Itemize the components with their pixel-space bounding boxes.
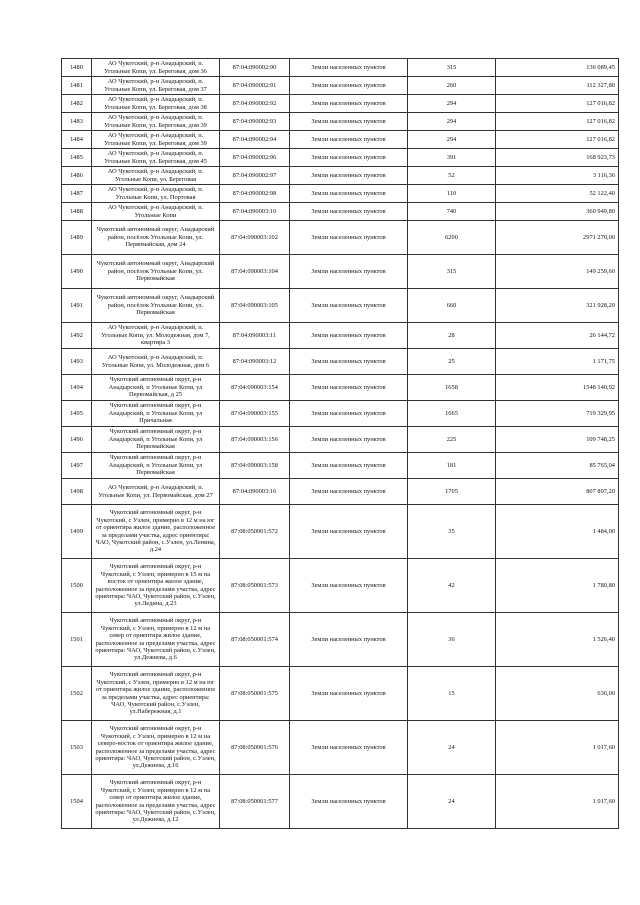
cell-row-number: 1504 (62, 775, 92, 829)
cell-address: АО Чукотский, р-н Анадырский, п. Угольные Копи, ул. Первомайская, дом 27 (92, 479, 220, 505)
cell-cadastral-value: 1 171,75 (496, 349, 619, 375)
cell-cadastral-number: 87:04:090002:90 (220, 59, 290, 77)
cell-area: 181 (408, 453, 496, 479)
cell-area: 294 (408, 95, 496, 113)
cell-cadastral-number: 87:04:090003:102 (220, 221, 290, 255)
cell-cadastral-number: 87:04:090003:105 (220, 289, 290, 323)
cell-cadastral-number: 87:04:090002:98 (220, 185, 290, 203)
table-row (62, 185, 619, 203)
cell-address: Чукотский автономный округ, р-н Анадырский, п Угольные Копи, ул Первомайская (92, 427, 220, 453)
cell-cadastral-value: 1 017,60 (496, 775, 619, 829)
cell-cadastral-value: 109 748,25 (496, 427, 619, 453)
cell-row-number: 1501 (62, 613, 92, 667)
table-row (62, 255, 619, 289)
cell-area: 260 (408, 77, 496, 95)
cell-row-number: 1481 (62, 77, 92, 95)
table-row (62, 721, 619, 775)
cell-area: 294 (408, 113, 496, 131)
cell-cadastral-number: 87:04:090003:156 (220, 427, 290, 453)
cell-address: Чукотский автономный округ, р-н Анадырский, п Угольные Копи, ул Первомайская, д 25 (92, 375, 220, 401)
cell-cadastral-number: 87:08:050001:576 (220, 721, 290, 775)
cell-row-number: 1483 (62, 113, 92, 131)
cell-land-category: Земли населенных пунктов (290, 113, 408, 131)
cell-cadastral-number: 87:04:090003:16 (220, 479, 290, 505)
cell-cadastral-value: 1 780,80 (496, 559, 619, 613)
cell-land-category: Земли населенных пунктов (290, 375, 408, 401)
table-body (62, 59, 619, 829)
cell-land-category: Земли населенных пунктов (290, 95, 408, 113)
cell-area: 315 (408, 59, 496, 77)
cell-row-number: 1485 (62, 149, 92, 167)
cell-area: 1658 (408, 375, 496, 401)
cell-area: 25 (408, 349, 496, 375)
table-row (62, 131, 619, 149)
cell-cadastral-number: 87:08:050001:573 (220, 559, 290, 613)
cell-cadastral-value: 807 897,20 (496, 479, 619, 505)
cell-cadastral-number: 87:04:090003:155 (220, 401, 290, 427)
cell-land-category: Земли населенных пунктов (290, 149, 408, 167)
cell-cadastral-value: 3 116,36 (496, 167, 619, 185)
cell-cadastral-value: 719 329,95 (496, 401, 619, 427)
cell-cadastral-number: 87:08:050001:577 (220, 775, 290, 829)
table-row (62, 375, 619, 401)
cell-row-number: 1496 (62, 427, 92, 453)
cell-address: Чукотский автономный округ, р-н Чукотский, с Уэлен, примерно в 12 м на северо-восток от ориентира жилое здание, расположенное за пределами участка, адрес ориентира: ЧАО, Чукотский район, с.Уэлен, ул.Дежнева, д.16 (92, 721, 220, 775)
cell-address: АО Чукотский, р-н Анадырский, п. Угольные Копи, ул. Береговая, дом 37 (92, 77, 220, 95)
cell-cadastral-number: 87:04:090002:96 (220, 149, 290, 167)
cell-land-category: Земли населенных пунктов (290, 775, 408, 829)
cell-area: 225 (408, 427, 496, 453)
cell-address: Чукотский автономный округ, р-н Чукотский, с Уэлен, примерно в 15 м на восток от ориентира жилое здание, расположенное за пределами участка, адрес ориентира: ЧАО, Чукотский район, с.Уэлен, ул.Ледина, д.23 (92, 559, 220, 613)
cell-area: 24 (408, 721, 496, 775)
cell-area: 52 (408, 167, 496, 185)
cell-area: 35 (408, 505, 496, 559)
cell-row-number: 1494 (62, 375, 92, 401)
cell-row-number: 1499 (62, 505, 92, 559)
cell-row-number: 1491 (62, 289, 92, 323)
cell-row-number: 1486 (62, 167, 92, 185)
cell-row-number: 1480 (62, 59, 92, 77)
cell-area: 660 (408, 289, 496, 323)
cell-area: 110 (408, 185, 496, 203)
cell-cadastral-value: 85 765,04 (496, 453, 619, 479)
cell-cadastral-number: 87:04:090003:11 (220, 323, 290, 349)
cell-cadastral-value: 1 526,40 (496, 613, 619, 667)
cell-cadastral-number: 87:04:090003:154 (220, 375, 290, 401)
cell-cadastral-number: 87:08:050001:575 (220, 667, 290, 721)
table-row (62, 113, 619, 131)
cell-address: АО Чукотский, р-н Анадырский, п. Угольные Копи, ул. Береговая (92, 167, 220, 185)
table-row (62, 77, 619, 95)
table-row (62, 613, 619, 667)
cell-land-category: Земли населенных пунктов (290, 323, 408, 349)
cell-cadastral-number: 87:04:090002:94 (220, 131, 290, 149)
cell-cadastral-value: 1548 140,92 (496, 375, 619, 401)
table-row (62, 95, 619, 113)
cell-row-number: 1488 (62, 203, 92, 221)
cell-cadastral-number: 87:04:090003:158 (220, 453, 290, 479)
cell-row-number: 1487 (62, 185, 92, 203)
cell-land-category: Земли населенных пунктов (290, 613, 408, 667)
cell-address: Чукотский автономный округ, Анадырский район, посёлок Угольные Копи, ул. Первомайская, дом 24 (92, 221, 220, 255)
cell-address: АО Чукотский, р-н Анадырский, п. Угольные Копи, ул. Береговая, дом 45 (92, 149, 220, 167)
cell-cadastral-number: 87:08:050001:574 (220, 613, 290, 667)
table-row (62, 775, 619, 829)
table-row (62, 149, 619, 167)
cell-address: АО Чукотский, р-н Анадырский, п. Угольные Копи, ул. Молодежная, дом 6 (92, 349, 220, 375)
cell-address: Чукотский автономный округ, р-н Чукотский, с Уэлен, примерно в 12 м на юг от ориентира жилое здание, расположенное за пределами участка, адрес ориентира: ЧАО, Чукотский район, с.Уэлен, ул.Набережная, д.1 (92, 667, 220, 721)
cell-land-category: Земли населенных пунктов (290, 77, 408, 95)
table-row (62, 323, 619, 349)
cell-land-category: Земли населенных пунктов (290, 221, 408, 255)
cell-land-category: Земли населенных пунктов (290, 203, 408, 221)
table-row (62, 289, 619, 323)
cell-land-category: Земли населенных пунктов (290, 289, 408, 323)
cell-cadastral-number: 87:04:090003:10 (220, 203, 290, 221)
cell-row-number: 1490 (62, 255, 92, 289)
cell-address: Чукотский автономный округ, Анадырский район, посёлок Угольные Копи, ул. Первомайская (92, 255, 220, 289)
cell-area: 24 (408, 775, 496, 829)
table-row (62, 559, 619, 613)
cell-cadastral-value: 136 089,45 (496, 59, 619, 77)
cell-address: Чукотский автономный округ, р-н Анадырский, п Угольные Копи, ул Причальная (92, 401, 220, 427)
cell-land-category: Земли населенных пунктов (290, 453, 408, 479)
cell-row-number: 1500 (62, 559, 92, 613)
table-row (62, 427, 619, 453)
table-row (62, 59, 619, 77)
cell-cadastral-value: 168 923,73 (496, 149, 619, 167)
table-row (62, 505, 619, 559)
land-plot-table (61, 58, 619, 829)
cell-row-number: 1492 (62, 323, 92, 349)
table-row (62, 401, 619, 427)
cell-land-category: Земли населенных пунктов (290, 349, 408, 375)
cell-address: Чукотский автономный округ, р-н Чукотский, с Уэлен, примерно в 12 м на юг от ориентира жилое здание, расположенное за пределами участка, адрес ориентира: ЧАО, Чукотский район, с.Уэлен, ул.Ленина, д.24 (92, 505, 220, 559)
table-row (62, 453, 619, 479)
cell-cadastral-value: 127 016,82 (496, 131, 619, 149)
cell-area: 36 (408, 613, 496, 667)
cell-area: 42 (408, 559, 496, 613)
cell-address: АО Чукотский, р-н Анадырский, п. Угольные Копи, ул. Береговая, дом 36 (92, 59, 220, 77)
cell-land-category: Земли населенных пунктов (290, 131, 408, 149)
cell-row-number: 1484 (62, 131, 92, 149)
cell-land-category: Земли населенных пунктов (290, 59, 408, 77)
cell-cadastral-number: 87:04:090002:91 (220, 77, 290, 95)
cell-cadastral-number: 87:04:090003:104 (220, 255, 290, 289)
cell-row-number: 1503 (62, 721, 92, 775)
cell-area: 391 (408, 149, 496, 167)
cell-row-number: 1502 (62, 667, 92, 721)
cell-land-category: Земли населенных пунктов (290, 721, 408, 775)
cell-cadastral-number: 87:08:050001:572 (220, 505, 290, 559)
cell-land-category: Земли населенных пунктов (290, 479, 408, 505)
cell-cadastral-value: 636,00 (496, 667, 619, 721)
cell-address: АО Чукотский, р-н Анадырский, п. Угольные Копи (92, 203, 220, 221)
cell-cadastral-value: 26 144,72 (496, 323, 619, 349)
cell-area: 28 (408, 323, 496, 349)
cell-cadastral-number: 87:04:090003:12 (220, 349, 290, 375)
cell-row-number: 1482 (62, 95, 92, 113)
cell-address: Чукотский автономный округ, Анадырский район, посёлок Угольные Копи, ул. Первомайская (92, 289, 220, 323)
cell-cadastral-value: 2971 270,00 (496, 221, 619, 255)
cell-address: Чукотский автономный округ, р-н Чукотский, с Уэлен, примерно в 12 м на север от ориентира жилое здание, расположенное за пределами участка, адрес ориентира: ЧАО, Чукотский район, с.Уэлен, ул.Дежнева, д.12 (92, 775, 220, 829)
cell-land-category: Земли населенных пунктов (290, 505, 408, 559)
cell-area: 6200 (408, 221, 496, 255)
cell-cadastral-value: 1 484,00 (496, 505, 619, 559)
cell-area: 1705 (408, 479, 496, 505)
cell-cadastral-value: 321 928,20 (496, 289, 619, 323)
cell-cadastral-value: 127 016,82 (496, 113, 619, 131)
cell-land-category: Земли населенных пунктов (290, 667, 408, 721)
cell-area: 15 (408, 667, 496, 721)
cell-row-number: 1497 (62, 453, 92, 479)
cell-address: АО Чукотский, р-н Анадырский, п. Угольные Копи, ул. Молодежная, дом 7, квартира 3 (92, 323, 220, 349)
cell-cadastral-number: 87:04:090002:93 (220, 113, 290, 131)
cell-land-category: Земли населенных пунктов (290, 167, 408, 185)
cell-address: АО Чукотский, р-н Анадырский, п. Угольные Копи, ул. Портовая (92, 185, 220, 203)
cell-row-number: 1493 (62, 349, 92, 375)
cell-row-number: 1498 (62, 479, 92, 505)
cell-cadastral-number: 87:04:090002:97 (220, 167, 290, 185)
cell-area: 315 (408, 255, 496, 289)
cell-address: Чукотский автономный округ, р-н Чукотский, с Уэлен, примерно в 12 м на север от ориентира жилое здание, расположенное за пределами участка, адрес ориентира: ЧАО, Чукотский район, с.Уэлен, ул.Дежнева, д.6 (92, 613, 220, 667)
cell-land-category: Земли населенных пунктов (290, 401, 408, 427)
cell-address: АО Чукотский, р-н Анадырский, п. Угольные Копи, ул. Береговая, дом 38 (92, 95, 220, 113)
cell-address: Чукотский автономный округ, р-н Анадырский, п Угольные Копи, ул Первомайская (92, 453, 220, 479)
cell-address: АО Чукотский, р-н Анадырский, п. Угольные Копи, ул. Береговая, дом 39 (92, 131, 220, 149)
cell-row-number: 1495 (62, 401, 92, 427)
cell-land-category: Земли населенных пунктов (290, 559, 408, 613)
cell-area: 1665 (408, 401, 496, 427)
cell-cadastral-value: 149 259,60 (496, 255, 619, 289)
cell-cadastral-value: 1 017,60 (496, 721, 619, 775)
table-row (62, 667, 619, 721)
cell-cadastral-value: 52 122,40 (496, 185, 619, 203)
cell-area: 740 (408, 203, 496, 221)
table-row (62, 167, 619, 185)
cell-cadastral-value: 112 327,80 (496, 77, 619, 95)
table-row (62, 221, 619, 255)
cell-land-category: Земли населенных пунктов (290, 427, 408, 453)
cell-cadastral-number: 87:04:090002:92 (220, 95, 290, 113)
cell-area: 294 (408, 131, 496, 149)
cell-cadastral-value: 127 016,82 (496, 95, 619, 113)
table-row (62, 479, 619, 505)
cell-land-category: Земли населенных пунктов (290, 255, 408, 289)
table-row (62, 349, 619, 375)
cell-address: АО Чукотский, р-н Анадырский, п. Угольные Копи, ул. Береговая, дом 39 (92, 113, 220, 131)
cell-cadastral-value: 360 949,80 (496, 203, 619, 221)
cell-land-category: Земли населенных пунктов (290, 185, 408, 203)
table-row (62, 203, 619, 221)
cell-row-number: 1489 (62, 221, 92, 255)
